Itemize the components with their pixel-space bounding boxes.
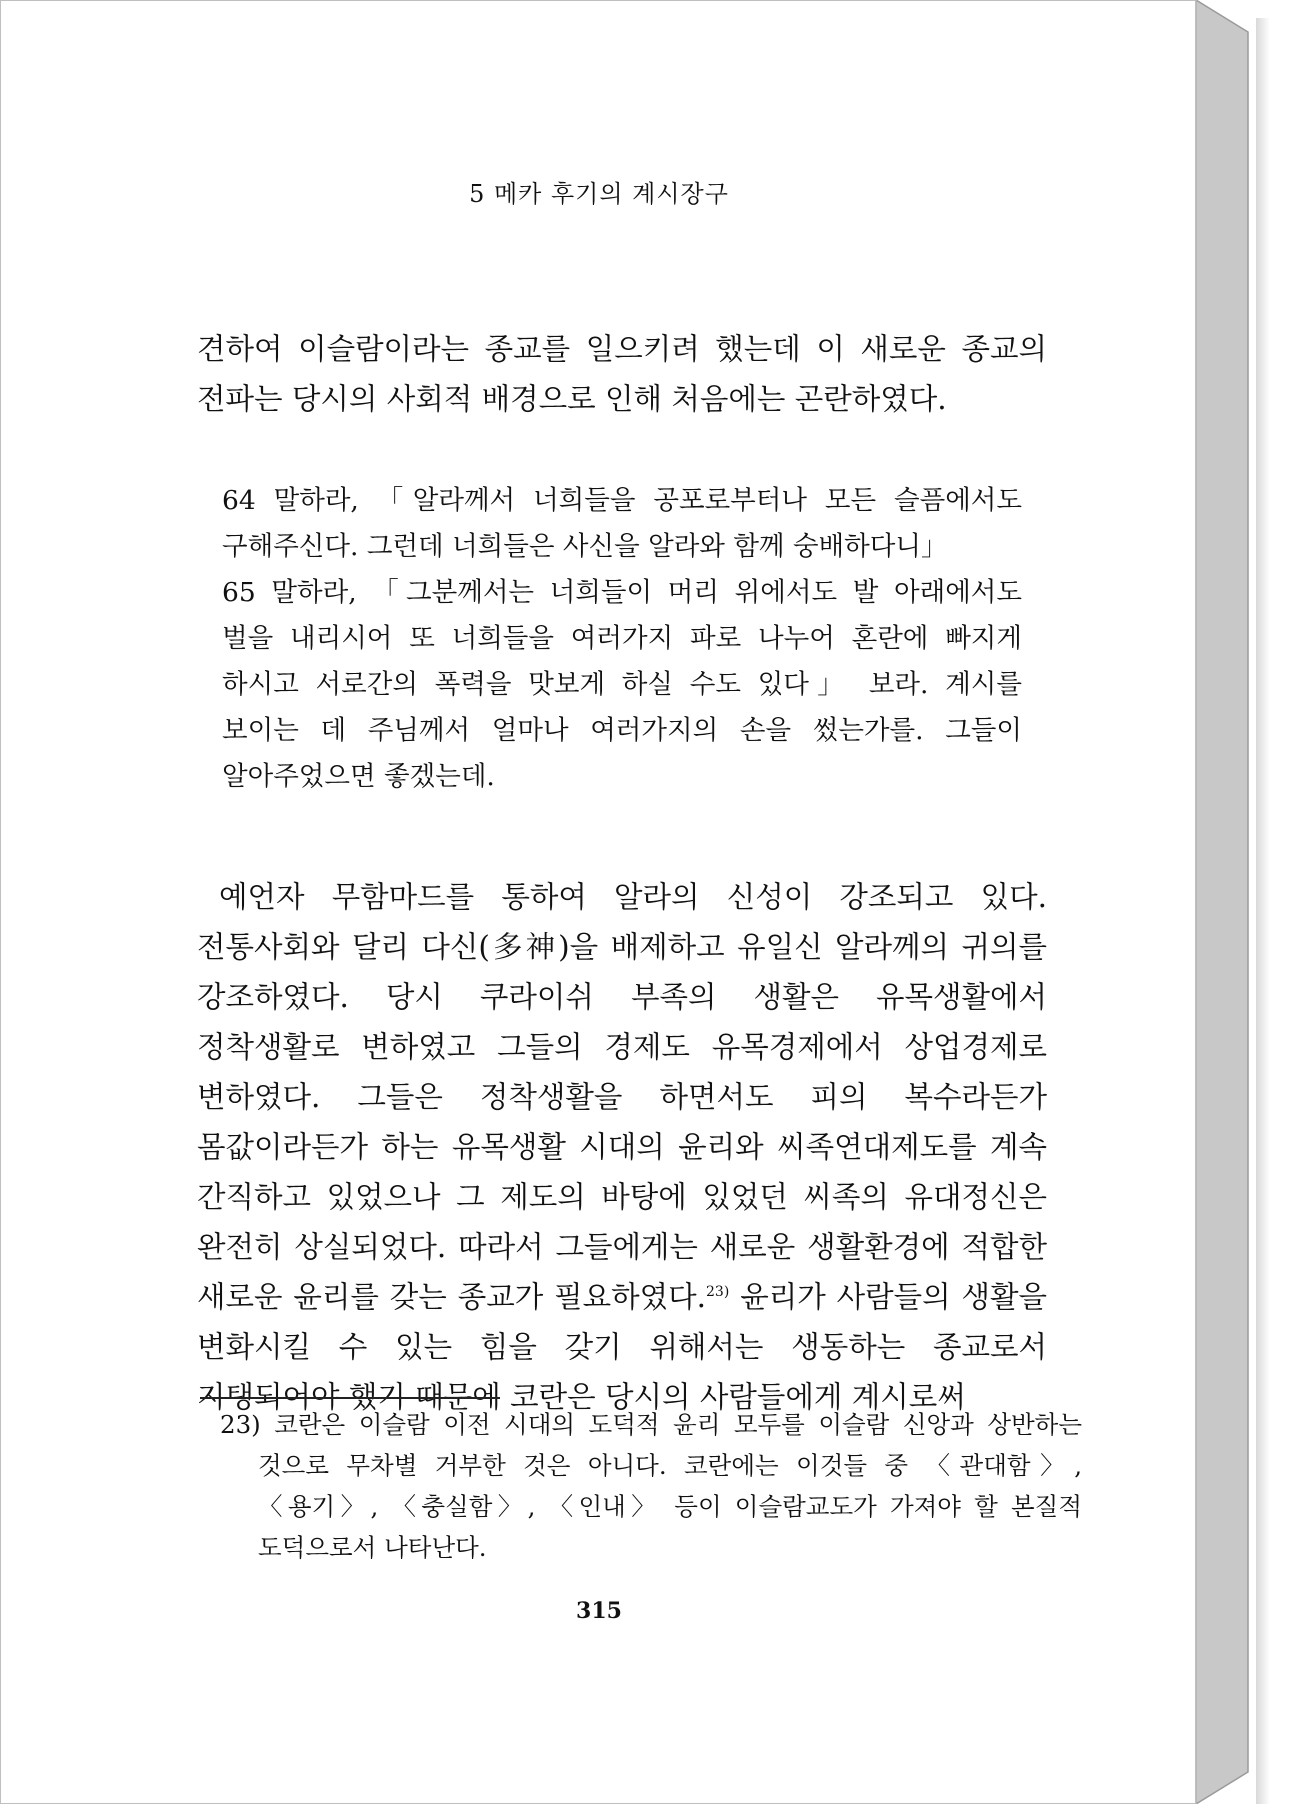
page-number: 315 — [576, 1598, 622, 1624]
running-head: 5 메카 후기의 계시장구 — [469, 180, 729, 208]
quran-verses — [222, 478, 1022, 800]
paragraph-text: 예언자 무함마드를 통하여 알라의 신성이 강조되고 있다. 전통사회와 달리 다신(多神)을 배제하고 유일신 알라께의 귀의를 강조하였다. 당시 쿠라이쉬 부족의 생활은 유목생활에서 정착생활로 변하였고 그들의 경제도 유목경제에서 상업경제로 변하였다. 그들은 정착생활을 하면서도 피의 복수라든가 몸값이라든가 하는 유목생활 시대의 윤리와 씨족연대제도를 계속 간직하고 있었으나 그 제도의 바탕에 있었던 씨족의 유대정신은 완전히 상실되었다. 따라서 그들에게는 새로운 생활환경에 적합한 새로운 윤리를 갖는 종교가 필요하였다. — [197, 880, 1047, 1314]
body-paragraph — [197, 872, 1047, 1422]
footnote: 23) 코란은 이슬람 이전 시대의 도덕적 윤리 모두를 이슬람 신앙과 상반하는 것으로 무차별 거부한 것은 아니다. 코란에는 이것들 중 〈관대함〉, 〈용기〉, 〈충실함〉, 〈인내〉 등이 이슬람교도가 가져야 할 본질적 도덕으로서 나타난다. — [220, 1410, 1082, 1562]
book-edge — [1196, 0, 1256, 1804]
verse-64: 64 말하라, 「알라께서 너희들을 공포로부터나 모든 슬픔에서도 구해주신다. 그런데 너희들은 사신을 알라와 함께 숭배하다니」 — [222, 485, 1022, 562]
body-paragraph: 견하여 이슬람이라는 종교를 일으키려 했는데 이 새로운 종교의 전파는 당시의 사회적 배경으로 인해 처음에는 곤란하였다. — [197, 332, 1047, 416]
footnote-reference: 23) — [706, 1284, 730, 1301]
footnote-divider — [200, 1397, 500, 1399]
page-shadow — [1256, 18, 1270, 1804]
verse-65: 65 말하라, 「그분께서는 너희들이 머리 위에서도 발 아래에서도 벌을 내리시어 또 너희들을 여러가지 파로 나누어 혼란에 빠지게 하시고 서로간의 폭력을 맛보게 하실 수도 있다」 보라. 계시를 보이는 데 주님께서 얼마나 여러가지의 손을 썼는가를. 그들이 알아주었으면 좋겠는데. — [222, 577, 1022, 792]
paragraph-text: 윤리가 사람들의 생활을 변화시킬 수 있는 힘을 갖기 위해서는 생동하는 종교로서 지탱되어야 했기 때문에 코란은 당시의 사람들에게 계시로써 — [197, 1280, 1047, 1414]
